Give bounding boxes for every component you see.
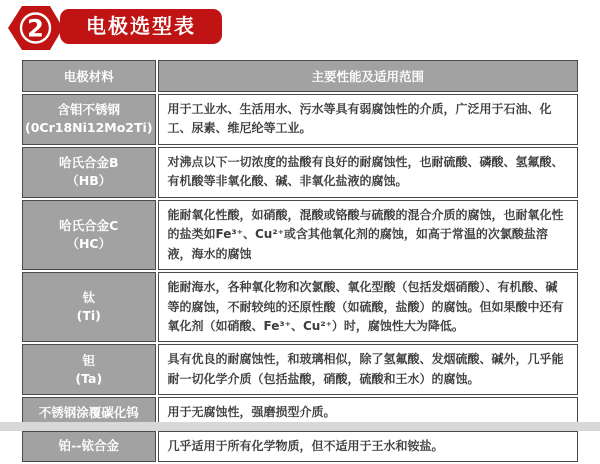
material-name: 钽 — [82, 352, 96, 368]
material-name: 不锈钢涂覆碳化钨 — [38, 404, 139, 420]
description-cell: 用于工业水、生活用水、污水等具有弱腐蚀性的介质，广泛用于石油、化工、尿素、维尼纶等工业。 — [158, 94, 578, 145]
table-row — [22, 147, 578, 198]
description-cell: 能耐氧化性酸，如硝酸，混酸或铬酸与硫酸的混合介质的腐蚀，也耐氧化性的盐类如Fe³⁺、Cu²⁺或含其他氧化剂的腐蚀，如高于常温的次氯酸盐溶液，海水的腐蚀 — [158, 200, 578, 270]
material-code: (0Cr18Ni12Mo2Ti) — [25, 120, 153, 136]
table-row — [22, 272, 578, 342]
material-code: (Ti) — [76, 308, 101, 324]
description-cell: 用于无腐蚀性，强磨损型介质。 — [158, 397, 578, 428]
table-row — [22, 200, 578, 270]
material-cell — [22, 272, 156, 342]
table-row — [22, 344, 578, 395]
description-cell: 对沸点以下一切浓度的盐酸有良好的耐腐蚀性，也耐硫酸、磷酸、氢氟酸、有机酸等非氧化酸、碱、非氧化盐液的腐蚀。 — [158, 147, 578, 198]
banner-title: 电极选型表 — [60, 9, 222, 44]
material-cell — [22, 344, 156, 395]
table-row — [22, 94, 578, 145]
material-cell — [22, 94, 156, 145]
step-number-badge — [6, 2, 64, 54]
header-row — [22, 60, 578, 92]
material-code: （HC） — [66, 235, 112, 251]
table-row — [22, 431, 578, 462]
page-header — [0, 0, 600, 56]
material-cell — [22, 431, 156, 462]
material-code: (Ta) — [75, 370, 103, 386]
material-code: （HB） — [66, 173, 112, 189]
description-cell: 能耐海水，各种氧化物和次氯酸、氧化型酸（包括发烟硝酸）、有机酸、碱等的腐蚀，不耐较纯的还原性酸（如硫酸，盐酸）的腐蚀。但如果酸中还有氧化剂（如硝酸、Fe³⁺、Cu²⁺）时，腐蚀性大为降低。 — [158, 272, 578, 342]
table-head — [22, 60, 578, 92]
material-name: 钛 — [82, 290, 96, 306]
material-cell — [22, 200, 156, 270]
description-cell: 具有优良的耐腐蚀性，和玻璃相似，除了氢氟酸、发烟硫酸、碱外，几乎能耐一切化学介质（包括盐酸，硝酸，硫酸和王水）的腐蚀。 — [158, 344, 578, 395]
col-header-performance: 主要性能及适用范围 — [158, 60, 578, 92]
material-name: 含钼不锈钢 — [57, 102, 121, 118]
description-cell: 几乎适用于所有化学物质，但不适用于王水和铵盐。 — [158, 431, 578, 462]
col-header-material: 电极材料 — [22, 60, 156, 92]
material-name: 哈氏合金B — [59, 155, 119, 171]
footer-divider — [0, 422, 600, 431]
table-body — [22, 94, 578, 462]
electrode-selection-table — [20, 58, 580, 464]
material-cell — [22, 147, 156, 198]
badge-number: 2 — [27, 14, 44, 43]
material-name: 铂--铱合金 — [58, 438, 119, 454]
material-name: 哈氏合金C — [59, 217, 119, 233]
